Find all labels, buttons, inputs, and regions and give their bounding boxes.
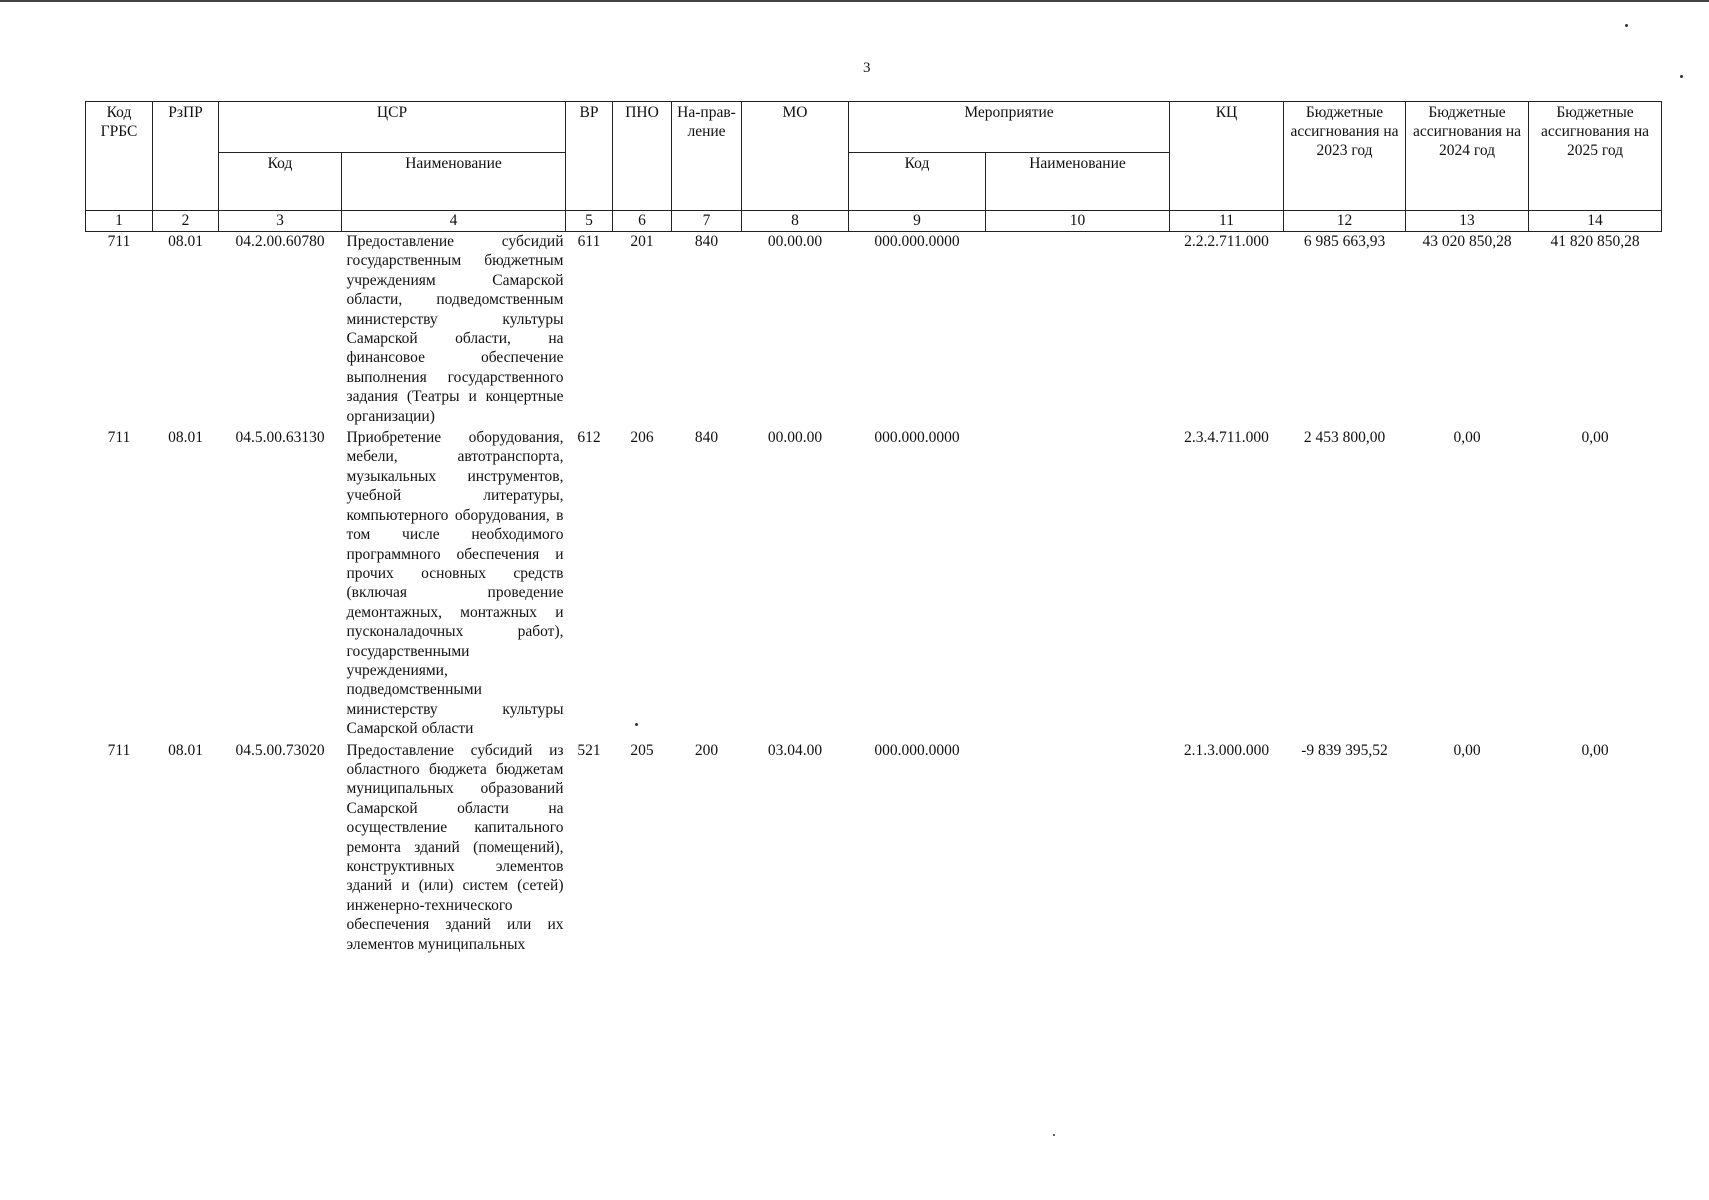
- cell-grbs: 711: [107, 429, 131, 447]
- cell-pno: 205: [630, 741, 654, 759]
- cell-pno: 201: [630, 233, 654, 250]
- column-number: 13: [1406, 211, 1529, 232]
- column-number: 12: [1284, 211, 1406, 232]
- header-mer-name: Наименование: [986, 153, 1170, 211]
- scan-speck: [1680, 75, 1683, 78]
- scan-top-edge: [0, 0, 1709, 2]
- cell-pno: 206: [630, 429, 654, 447]
- cell-mer-kod: 000.000.0000: [874, 429, 960, 447]
- cell-budget-2024: 0,00: [1453, 741, 1481, 759]
- table-row: [86, 232, 1662, 427]
- cell-rzpr: 08.01: [168, 429, 203, 447]
- header-napravlenie: На-прав-ление: [672, 102, 742, 211]
- header-csr-kod: Код: [219, 153, 342, 211]
- header-kc: КЦ: [1170, 102, 1284, 211]
- cell-mo: 03.04.00: [767, 741, 823, 759]
- header-mer-kod: Код: [849, 153, 986, 211]
- cell-csr: 04.5.00.63130: [235, 429, 325, 447]
- column-number: 8: [742, 211, 849, 232]
- cell-csr: 04.5.00.73020: [235, 741, 325, 759]
- cell-kc: 2.1.3.000.000: [1183, 741, 1270, 759]
- cell-budget-2025: 0,00: [1581, 741, 1609, 759]
- cell-napr: 840: [694, 429, 719, 447]
- cell-mer-name: [986, 426, 1170, 739]
- header-csr: ЦСР: [219, 102, 566, 153]
- cell-mer-kod: 000.000.0000: [874, 233, 960, 250]
- header-mo: МО: [742, 102, 849, 211]
- cell-budget-2023: -9 839 395,52: [1301, 741, 1388, 759]
- cell-name: Приобретение оборудования, мебели, автотранспорта, музыкальных инструментов, учебной литературы, компьютерного оборудования, в том числе необходимого программного обеспечения и прочих основных средств (включая проведение демонтажных, монтажных и пусконаладочных работ), государственными учреждениями, подведомственными министерству культуры Самарской области: [346, 429, 564, 738]
- page-number: 3: [863, 60, 871, 76]
- cell-budget-2025: 41 820 850,28: [1550, 233, 1640, 250]
- budget-table: [85, 101, 1662, 954]
- header-rzpr: РзПР: [153, 102, 219, 211]
- cell-budget-2023: 6 985 663,93: [1303, 233, 1386, 250]
- cell-budget-2025: 0,00: [1581, 429, 1609, 447]
- column-number: 11: [1170, 211, 1284, 232]
- cell-kc: 2.3.4.711.000: [1184, 429, 1269, 447]
- cell-mer-kod: 000.000.0000: [874, 741, 960, 759]
- table-row: [86, 426, 1662, 739]
- cell-budget-2023: 2 453 800,00: [1303, 429, 1386, 447]
- cell-kc: 2.2.2.711.000: [1184, 233, 1269, 250]
- cell-name: Предоставление субсидий из областного бюджета бюджетам муниципальных образований Самарской области на осуществление капитального ремонта зданий (помещений), конструктивных элементов зданий и (или) систем (сетей) инженерно-технического обеспечения зданий или их элементов муниципальных: [346, 741, 564, 953]
- cell-vr: 612: [577, 429, 601, 447]
- cell-csr: 04.2.00.60780: [235, 233, 325, 250]
- cell-mo: 00.00.00: [767, 429, 823, 447]
- cell-mo: 00.00.00: [767, 233, 823, 250]
- cell-napr: 200: [694, 741, 719, 759]
- header-vr: ВР: [566, 102, 613, 211]
- cell-napr: 840: [694, 233, 719, 250]
- column-number: 3: [219, 211, 342, 232]
- cell-rzpr: 08.01: [168, 741, 203, 759]
- column-number: 7: [672, 211, 742, 232]
- column-number: 4: [342, 211, 566, 232]
- header-csr-name: Наименование: [342, 153, 566, 211]
- cell-name: Предоставление субсидий государственным бюджетным учреждениям Самарской области, подведомственным министерству культуры Самарской области, на финансовое обеспечение выполнения государственного задания (Театры и концертные организации): [346, 233, 564, 425]
- cell-rzpr: 08.01: [168, 233, 203, 250]
- column-number: 6: [613, 211, 672, 232]
- scan-speck: [1625, 24, 1628, 27]
- column-number: 1: [86, 211, 153, 232]
- column-number: 9: [849, 211, 986, 232]
- column-number: 2: [153, 211, 219, 232]
- column-number: 10: [986, 211, 1170, 232]
- column-number: 14: [1529, 211, 1662, 232]
- scan-speck: [635, 723, 638, 726]
- cell-vr: 611: [577, 233, 601, 250]
- cell-grbs: 711: [107, 741, 131, 759]
- cell-mer-name: [986, 232, 1170, 427]
- header-pno: ПНО: [613, 102, 672, 211]
- header-kod-grbs: Код ГРБС: [86, 102, 153, 211]
- cell-grbs: 711: [107, 233, 131, 250]
- cell-budget-2024: 0,00: [1453, 429, 1481, 447]
- column-number: 5: [566, 211, 613, 232]
- scan-speck: [1053, 1134, 1055, 1136]
- cell-vr: 521: [577, 741, 601, 759]
- cell-budget-2024: 43 020 850,28: [1422, 233, 1512, 250]
- cell-mer-name: [986, 739, 1170, 954]
- header-budget-2023: Бюджетные ассигнования на 2023 год: [1284, 102, 1406, 211]
- table-row: [86, 739, 1662, 954]
- header-budget-2024: Бюджетные ассигнования на 2024 год: [1406, 102, 1529, 211]
- header-meropriyatie: Мероприятие: [849, 102, 1170, 153]
- header-budget-2025: Бюджетные ассигнования на 2025 год: [1529, 102, 1662, 211]
